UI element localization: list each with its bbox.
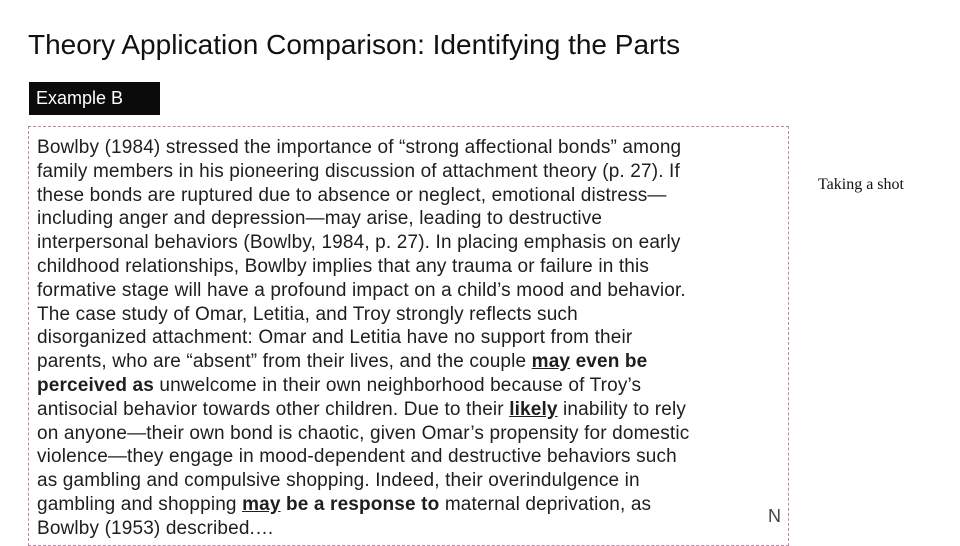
passage-text-span: antisocial behavior towards other children. Due to their [37, 398, 510, 420]
passage-line: including anger and depression—may arise, leading to destructive [37, 208, 603, 230]
passage-line: family members in his pioneering discussion of attachment theory (p. 27). If [37, 160, 680, 182]
passage-line: violence—they engage in mood-dependent and destructive behaviors such [37, 446, 677, 468]
passage-line: Bowlby (1953) described.… [37, 517, 275, 539]
passage-line: as gambling and compulsive shopping. Indeed, their overindulgence in [37, 470, 640, 492]
hedge-word-may: may [531, 351, 571, 373]
slide-title: Theory Application Comparison: Identifying the Parts [28, 29, 681, 60]
passage-line: Bowlby (1984) stressed the importance of “strong affectional bonds” among [37, 137, 682, 158]
passage-line: interpersonal behaviors (Bowlby, 1984, p. 27). In placing emphasis on early [37, 232, 681, 254]
hedge-phrase-response-to: be a response to [280, 493, 440, 515]
passage-text-span: inability to rely [557, 398, 686, 420]
passage-text [37, 136, 782, 541]
passage-text-span: unwelcome in their own neighborhood because of Troy’s [153, 374, 642, 396]
passage-text-span: maternal deprivation, as [439, 493, 652, 515]
passage-line: The case study of Omar, Letitia, and Troy strongly reflects such [37, 303, 578, 325]
passage-line [37, 493, 782, 517]
example-label: Example B [29, 82, 160, 115]
corner-mark: N [768, 506, 781, 526]
hedge-phrase-perceived-as: perceived as [37, 374, 154, 396]
passage-line: disorganized attachment: Omar and Letitia have no support from their [37, 327, 633, 349]
passage-line [37, 374, 782, 398]
passage-line: formative stage will have a profound impact on a child’s mood and behavior. [37, 279, 686, 301]
side-note: Taking a shot [818, 176, 904, 193]
passage-text-box[interactable] [28, 126, 789, 546]
passage-line [37, 350, 782, 374]
passage-line: childhood relationships, Bowlby implies that any trauma or failure in this [37, 255, 650, 277]
passage-text-span: gambling and shopping [37, 493, 243, 515]
hedge-word-likely: likely [509, 398, 558, 420]
passage-text-span: parents, who are “absent” from their lives, and the couple [37, 351, 532, 373]
passage-line: on anyone—their own bond is chaotic, given Omar’s propensity for domestic [37, 422, 690, 444]
passage-line [37, 398, 782, 422]
passage-line: these bonds are ruptured due to absence or neglect, emotional distress— [37, 184, 667, 206]
hedge-word-may: may [242, 493, 281, 515]
hedge-phrase-even-be: even be [570, 351, 648, 373]
